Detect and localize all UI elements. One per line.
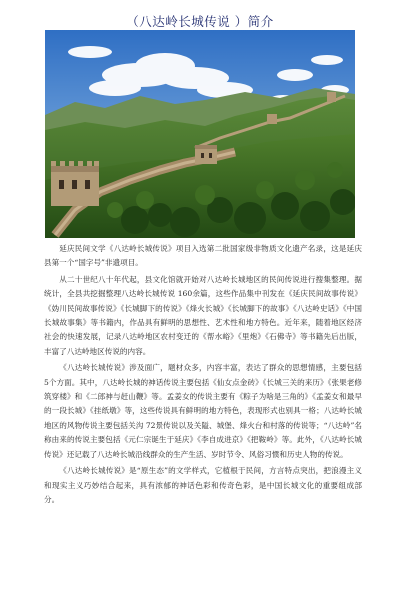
page-title: （八达岭长城传说 ）简介 bbox=[126, 14, 274, 29]
paragraph: 从二十世纪八十年代起，县文化馆就开始对八达岭长城地区的民间传说进行搜集整理。据统计，全县共挖掘整理八达岭长城传说 160余篇，这些作品集中刊发在《延庆民间故事传说》《妫川民间故事传说》《长城脚下的传说》《烽火长城》《长城脚下的故事》《八达岭史话》《中国长城故事集》等书籍内，作品具有鲜明的思想性、艺术性和地方特色。近年来，随着地区经济社会的快速发展，记录八达岭地区农村变迁的《帮水峪》《里炮》《石佛寺》等书籍先后出版，丰富了八达岭地区传说的内容。 bbox=[44, 274, 362, 356]
paragraph: 延庆民间文学《八达岭长城传说》项目入选第二批国家级非物质文化遗产名录，这是延庆县第一个“国字号”非遗项目。 bbox=[44, 244, 362, 268]
great-wall-illustration bbox=[45, 30, 355, 238]
paragraph: 《八达岭长城传说》是“原生态”的文学样式，它植根于民间，方言特点突出，把浪漫主义和现实主义巧妙结合起来，具有浓郁的神话色彩和传奇色彩，是中国长城文化的重要组成部分。 bbox=[44, 466, 362, 504]
great-wall-photo bbox=[45, 30, 355, 238]
document-body bbox=[44, 242, 362, 509]
paragraph: 《八达岭长城传说》涉及面广，题材众多，内容丰富，表达了群众的思想情感，主要包括 5个方面。其中，八达岭长城的神话传说主要包括《仙女点金砖》《长城三关的来历》《张果老修筑穿楼》和《二郎神与赶山鞭》等。孟姜女的传说主要有《粽子为啥是三角的》《孟姜女和最早的一段长城》《挂纸墩》等，这些传说具有鲜明的地方特色，表现形式也别具一格；八达岭长城地区的风物传说主要包括关沟 72景传说以及关隘、城堡、烽火台和村落的传说等；“八达岭”名称由来的传说主要包括《元仁宗诞生于延庆》《李自成进京》《把鞍岭》等。此外，《八达岭长城传说》还记载了八达岭长城沿线群众的生产生活、岁时节令、风俗习惯和历史人物的传说。 bbox=[44, 363, 362, 459]
